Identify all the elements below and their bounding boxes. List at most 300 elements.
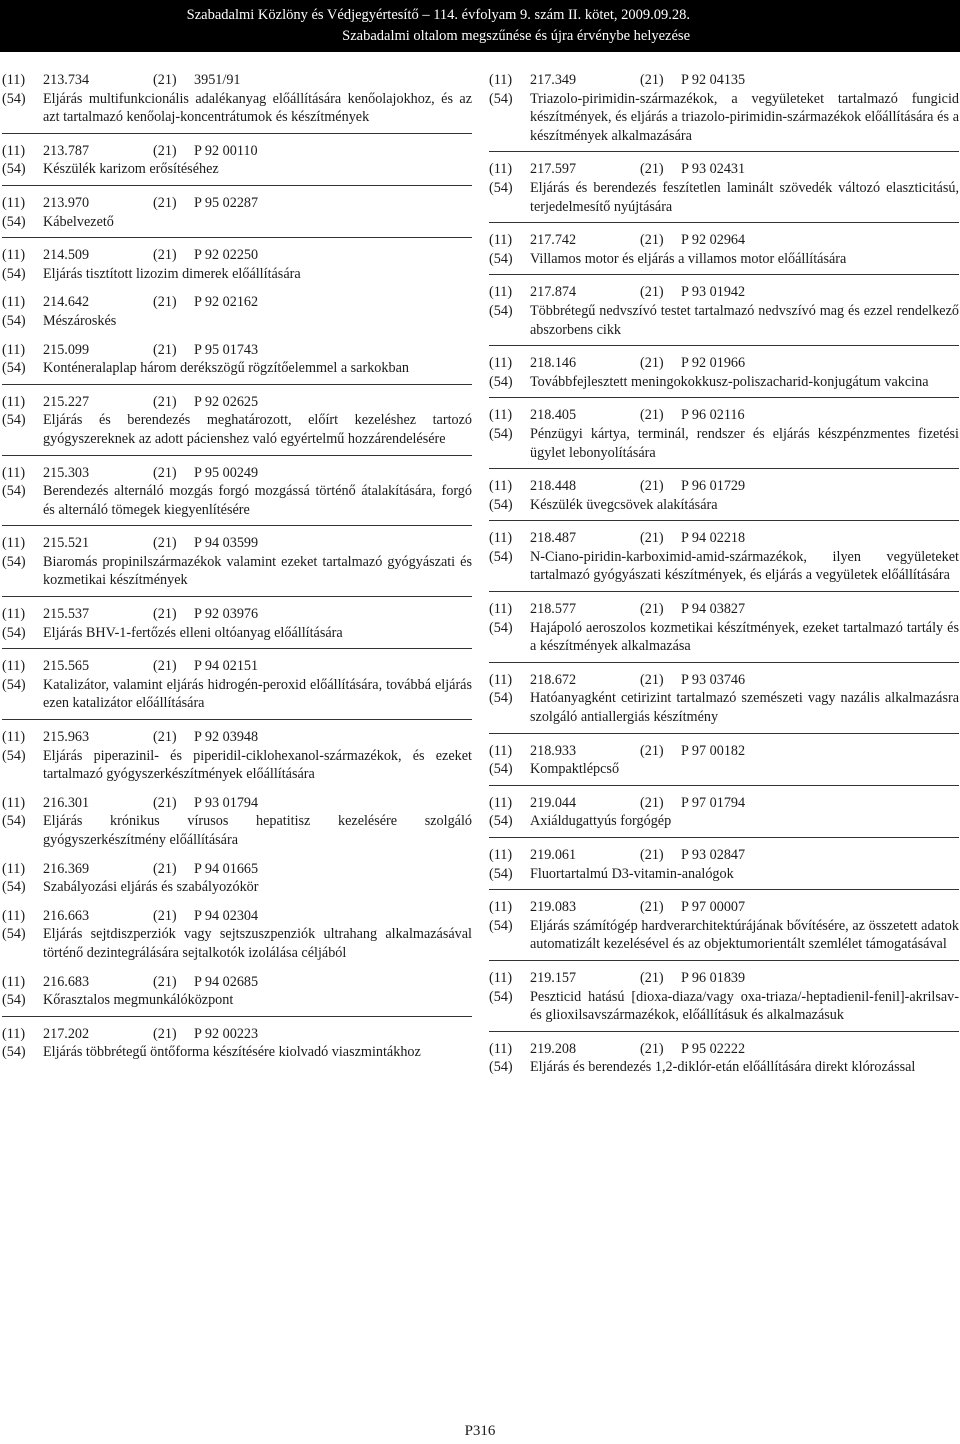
patent-number-row [489, 231, 959, 250]
patent-number: 215.227 [43, 393, 90, 410]
section-title: Szabadalmi oltalom megszűnése és újra érvénybe helyezése [342, 28, 690, 44]
entry-divider [2, 133, 472, 134]
patent-number-row [2, 142, 472, 161]
patent-number-row [489, 969, 959, 988]
inid-code-11: (11) [489, 530, 513, 547]
inid-code-11: (11) [489, 847, 513, 863]
patent-number-row [489, 529, 959, 548]
inid-code-11: (11) [489, 969, 513, 986]
inid-code-21: (21) [153, 658, 177, 675]
patent-number: 213.970 [43, 194, 90, 211]
inid-code-11: (11) [2, 860, 26, 877]
inid-code-54: (54) [489, 250, 513, 267]
inid-code-54: (54) [489, 90, 513, 107]
inid-code-21: (21) [153, 194, 177, 211]
patent-number: 213.734 [43, 72, 90, 88]
patent-title-row [2, 553, 472, 590]
patent-title: Kábelvezető [43, 213, 114, 230]
patent-entry [2, 393, 472, 449]
patent-entry [489, 231, 959, 268]
patent-title: Eljárás tisztított lizozim dimerek előállítására [43, 265, 301, 282]
patent-number: 214.642 [43, 294, 90, 311]
application-number: P 92 00223 [194, 1025, 259, 1042]
inid-code-21: (21) [640, 355, 664, 372]
patent-title-row [489, 619, 959, 656]
entry-divider [489, 889, 959, 890]
patent-number-row [2, 534, 472, 553]
patent-title: Eljárás számítógép hardverarchitektúrájának bővítésére, az összetett adatok automatizált kezelésével és az objektumorientált szemlélet támogatásával [530, 917, 959, 953]
inid-code-54: (54) [489, 988, 513, 1005]
patent-title: Eljárás többrétegű öntőforma készítésére kiolvadó viaszmintákhoz [43, 1044, 421, 1061]
patent-number: 216.301 [43, 794, 90, 811]
patent-title-row [489, 496, 959, 515]
inid-code-21: (21) [153, 860, 177, 877]
patent-entry [2, 605, 472, 642]
patent-title-row [2, 624, 472, 643]
entry-gap [2, 283, 472, 293]
patent-number-row [2, 393, 472, 412]
patent-title: Triazolo-pirimidin-származékok, a vegyületeket tartalmazó fungicid készítmények, és eljárás a triazolo-pirimidin-származékok előállítására és a készítmények alkalmazására [530, 90, 959, 144]
inid-code-54: (54) [2, 161, 26, 178]
inid-code-11: (11) [2, 142, 26, 159]
entry-divider [2, 596, 472, 597]
patent-number-row [489, 794, 959, 813]
patent-title: N-Ciano-piridin-karboximid-amid-származékok, ilyen vegyületeket tartalmazó gyógyászati készítmények, és eljárás a vegyületek előállítására [530, 548, 959, 584]
application-number: P 92 01966 [681, 355, 746, 372]
entry-gap [2, 963, 472, 973]
patent-number-row [2, 794, 472, 813]
patent-number-row [2, 860, 472, 879]
inid-code-11: (11) [489, 601, 513, 618]
patent-number-row [489, 742, 959, 761]
application-number: P 95 02287 [194, 194, 259, 211]
patent-number: 215.963 [43, 729, 90, 746]
inid-code-54: (54) [2, 747, 26, 764]
patent-title-row [2, 482, 472, 519]
entry-divider [489, 960, 959, 961]
patent-title-row [489, 917, 959, 954]
inid-code-21: (21) [153, 464, 177, 481]
patent-entry [489, 969, 959, 1025]
inid-code-54: (54) [2, 879, 26, 896]
inid-code-54: (54) [2, 553, 26, 570]
application-number: P 92 00110 [194, 142, 258, 159]
right-column [489, 71, 959, 1077]
inid-code-11: (11) [2, 464, 26, 481]
page-number: P316 [464, 1423, 496, 1439]
patent-number-row [489, 283, 959, 302]
patent-number: 217.742 [530, 232, 577, 249]
entry-divider [489, 151, 959, 152]
inid-code-54: (54) [2, 676, 26, 693]
patent-title-row [489, 250, 959, 269]
patent-title-row [2, 359, 472, 378]
inid-code-21: (21) [153, 606, 177, 623]
inid-code-11: (11) [489, 284, 513, 301]
patent-entry [2, 293, 472, 330]
patent-title: Katalizátor, valamint eljárás hidrogén-peroxid előállítására, továbbá eljárás ezen katalizátor előállítására [43, 676, 472, 712]
patent-number: 214.509 [43, 247, 90, 264]
inid-code-21: (21) [153, 973, 177, 990]
journal-title: Szabadalmi Közlöny és Védjegyértesítő – 114. évfolyam 9. szám II. kötet, 2009.09.28. [186, 7, 690, 23]
patent-entry [2, 860, 472, 897]
patent-title-row [2, 160, 472, 179]
inid-code-21: (21) [640, 232, 664, 249]
patent-title-row [489, 760, 959, 779]
patent-number: 215.099 [43, 341, 90, 358]
patent-title: Hajápoló aeroszolos kozmetikai készítmények, ezeket tartalmazó tartály és a készítmények alkalmazása [530, 619, 959, 655]
patent-title: Többrétegű nedvszívó testet tartalmazó nedvszívó mag és ezzel rendelkező abszorbens cikk [530, 302, 959, 338]
patent-number-row [2, 728, 472, 747]
patent-number-row [2, 1025, 472, 1044]
patent-number: 217.202 [43, 1025, 90, 1042]
inid-code-21: (21) [640, 899, 664, 916]
entry-divider [2, 237, 472, 238]
application-number: P 95 02222 [681, 1040, 746, 1057]
application-number: P 95 00249 [194, 464, 259, 481]
patent-title-row [489, 865, 959, 884]
entry-divider [2, 384, 472, 385]
patent-number: 219.061 [530, 847, 577, 863]
patent-entry [2, 794, 472, 850]
patent-number-row [489, 71, 959, 90]
entry-gap [2, 897, 472, 907]
patent-number-row [2, 194, 472, 213]
patent-number: 218.448 [530, 478, 577, 495]
inid-code-11: (11) [2, 907, 26, 924]
application-number: 3951/91 [194, 72, 241, 88]
inid-code-11: (11) [489, 232, 513, 249]
patent-title: Biaromás propinilszármazékok valamint ezeket tartalmazó gyógyászati és kozmetikai készítmények [43, 553, 472, 589]
patent-entry [489, 160, 959, 216]
patent-number-row [489, 898, 959, 917]
application-number: P 96 01729 [681, 478, 746, 495]
inid-code-11: (11) [2, 247, 26, 264]
inid-code-54: (54) [2, 992, 26, 1009]
patent-title-row [489, 302, 959, 339]
inid-code-11: (11) [489, 161, 513, 178]
application-number: P 93 01794 [194, 794, 259, 811]
inid-code-54: (54) [2, 412, 26, 429]
inid-code-54: (54) [489, 373, 513, 390]
inid-code-11: (11) [489, 671, 513, 688]
patent-number: 219.083 [530, 899, 577, 916]
patent-number: 216.663 [43, 907, 90, 924]
application-number: P 97 00007 [681, 899, 746, 916]
patent-number-row [2, 605, 472, 624]
inid-code-21: (21) [153, 907, 177, 924]
inid-code-11: (11) [2, 973, 26, 990]
entry-divider [489, 222, 959, 223]
application-number: P 94 02304 [194, 907, 259, 924]
inid-code-54: (54) [2, 213, 26, 230]
patent-entry [489, 529, 959, 585]
patent-number-row [2, 973, 472, 992]
patent-title: Készülék üvegcsövek alakítására [530, 496, 718, 513]
inid-code-21: (21) [640, 284, 664, 301]
inid-code-54: (54) [489, 496, 513, 513]
patent-entry [2, 728, 472, 784]
patent-number: 216.683 [43, 973, 90, 990]
inid-code-54: (54) [489, 425, 513, 442]
application-number: P 94 02151 [194, 658, 259, 675]
patent-title-row [489, 1058, 959, 1077]
patent-entry [489, 898, 959, 954]
patent-number: 218.933 [530, 742, 577, 759]
patent-entry [2, 464, 472, 520]
patent-number: 217.597 [530, 161, 577, 178]
patent-title: Berendezés alternáló mozgás forgó mozgássá történő átalakítására, forgó és alternáló tömegek kiegyenlítésére [43, 483, 472, 518]
inid-code-21: (21) [640, 671, 664, 688]
application-number: P 92 02625 [194, 393, 259, 410]
entry-divider [489, 785, 959, 786]
patent-title: Eljárás multifunkcionális adalékanyag előállítására kenőolajokhoz, és az azt tartalmazó kenőolaj-koncentrátumok és készítmények [43, 90, 472, 126]
patent-entry [489, 600, 959, 656]
patent-entry [489, 742, 959, 779]
patent-entry [489, 477, 959, 514]
patent-entry [2, 973, 472, 1010]
inid-code-54: (54) [2, 90, 26, 107]
inid-code-54: (54) [489, 619, 513, 636]
inid-code-21: (21) [153, 72, 177, 88]
inid-code-21: (21) [640, 72, 664, 88]
inid-code-54: (54) [2, 624, 26, 641]
patent-entry [489, 846, 959, 883]
patent-title-row [489, 988, 959, 1025]
inid-code-54: (54) [2, 265, 26, 282]
application-number: P 96 02116 [681, 407, 745, 424]
patent-number-row [2, 341, 472, 360]
patent-number-row [489, 354, 959, 373]
entry-divider [2, 719, 472, 720]
application-number: P 92 02250 [194, 247, 259, 264]
patent-title-row [2, 411, 472, 448]
patent-number: 218.146 [530, 355, 577, 372]
inid-code-11: (11) [2, 729, 26, 746]
inid-code-54: (54) [489, 917, 513, 934]
patent-number-row [489, 477, 959, 496]
inid-code-54: (54) [2, 1044, 26, 1061]
application-number: P 93 02431 [681, 161, 746, 178]
inid-code-11: (11) [2, 535, 26, 552]
entry-divider [489, 520, 959, 521]
inid-code-11: (11) [2, 341, 26, 358]
patent-entry [2, 341, 472, 378]
inid-code-21: (21) [640, 794, 664, 811]
inid-code-11: (11) [2, 606, 26, 623]
entry-divider [2, 1016, 472, 1017]
entry-gap [2, 784, 472, 794]
patent-title: Szabályozási eljárás és szabályozókör [43, 879, 259, 896]
patent-title-row [2, 747, 472, 784]
patent-entry [2, 907, 472, 963]
patent-entry [489, 354, 959, 391]
application-number: P 93 02847 [681, 847, 746, 863]
patent-number: 218.577 [530, 601, 577, 618]
patent-number-row [489, 406, 959, 425]
patent-number: 217.874 [530, 284, 577, 301]
patent-title-row [2, 213, 472, 232]
patent-number: 218.672 [530, 671, 577, 688]
patent-number: 215.537 [43, 606, 90, 623]
patent-title: Eljárás és berendezés feszítetlen laminált szövedék változó elaszticitású, terjedelmesítő nyújtására [530, 179, 959, 215]
patent-number: 215.521 [43, 535, 90, 552]
patent-entry [489, 71, 959, 145]
inid-code-21: (21) [153, 794, 177, 811]
inid-code-54: (54) [489, 690, 513, 707]
application-number: P 94 02685 [194, 973, 259, 990]
patent-entry [489, 1040, 959, 1077]
inid-code-11: (11) [489, 1040, 513, 1057]
patent-number: 215.303 [43, 464, 90, 481]
inid-code-11: (11) [489, 72, 513, 88]
patent-title-row [2, 925, 472, 962]
application-number: P 92 02964 [681, 232, 746, 249]
patent-number: 218.405 [530, 407, 577, 424]
inid-code-21: (21) [153, 142, 177, 159]
inid-code-11: (11) [489, 478, 513, 495]
patent-title-row [2, 265, 472, 284]
patent-title: Kompaktlépcső [530, 761, 620, 778]
inid-code-21: (21) [153, 535, 177, 552]
inid-code-54: (54) [2, 483, 26, 500]
patent-title: Axiáldugattyús forgógép [530, 813, 672, 830]
patent-number-row [2, 464, 472, 483]
inid-code-11: (11) [489, 407, 513, 424]
patent-number-row [489, 160, 959, 179]
patent-title-row [489, 373, 959, 392]
patent-title-row [2, 991, 472, 1010]
patent-title: Pénzügyi kártya, terminál, rendszer és eljárás készpénzmentes fizetési ügylet lebonyolítására [530, 425, 959, 461]
page-header [0, 0, 960, 52]
left-column [2, 71, 472, 1062]
patent-number: 219.157 [530, 969, 577, 986]
inid-code-11: (11) [2, 393, 26, 410]
entry-gap [2, 850, 472, 860]
application-number: P 96 01839 [681, 969, 746, 986]
patent-title: Eljárás piperazinil- és piperidil-ciklohexanol-származékok, és ezeket tartalmazó gyógyszerkészítmények előállítására [43, 747, 472, 783]
patent-title-row [489, 179, 959, 216]
patent-title: Eljárás és berendezés 1,2-diklór-etán előállítására direkt klórozással [530, 1059, 916, 1076]
patent-number: 213.787 [43, 142, 90, 159]
patent-title: Eljárás BHV-1-fertőzés elleni oltóanyag előállítására [43, 624, 343, 641]
application-number: P 93 01942 [681, 284, 746, 301]
inid-code-54: (54) [489, 813, 513, 830]
patent-title-row [489, 425, 959, 462]
entry-divider [489, 837, 959, 838]
application-number: P 97 01794 [681, 794, 746, 811]
inid-code-21: (21) [640, 1040, 664, 1057]
entry-divider [2, 648, 472, 649]
patent-title: Mészároskés [43, 312, 117, 329]
inid-code-11: (11) [489, 794, 513, 811]
patent-entry [2, 142, 472, 179]
patent-title-row [2, 812, 472, 849]
patent-title-row [2, 90, 472, 127]
inid-code-54: (54) [2, 312, 26, 329]
patent-number: 218.487 [530, 530, 577, 547]
inid-code-11: (11) [2, 294, 26, 311]
patent-number: 219.208 [530, 1040, 577, 1057]
entry-divider [2, 525, 472, 526]
patent-title: Villamos motor és eljárás a villamos motor előállítására [530, 250, 847, 267]
patent-entry [489, 794, 959, 831]
inid-code-21: (21) [640, 969, 664, 986]
patent-title: Készülék karizom erősítéséhez [43, 161, 219, 178]
patent-title: Továbbfejlesztett meningokokkusz-poliszacharid-konjugátum vakcina [530, 373, 929, 390]
patent-title-row [2, 312, 472, 331]
patent-title-row [489, 548, 959, 585]
inid-code-54: (54) [2, 813, 26, 830]
inid-code-11: (11) [489, 742, 513, 759]
inid-code-21: (21) [640, 530, 664, 547]
inid-code-21: (21) [153, 294, 177, 311]
inid-code-21: (21) [153, 247, 177, 264]
patent-entry [2, 71, 472, 127]
application-number: P 97 00182 [681, 742, 746, 759]
inid-code-11: (11) [2, 658, 26, 675]
patent-number-row [2, 246, 472, 265]
inid-code-21: (21) [153, 393, 177, 410]
patent-number-row [489, 600, 959, 619]
patent-entry [2, 194, 472, 231]
application-number: P 94 01665 [194, 860, 259, 877]
application-number: P 92 02162 [194, 294, 259, 311]
patent-number-row [489, 1040, 959, 1059]
patent-title: Hatóanyagként cetirizint tartalmazó szemészeti vagy nazális alkalmazásra szolgáló antiallergiás készítmény [530, 690, 959, 726]
inid-code-54: (54) [489, 1059, 513, 1076]
entry-divider [489, 397, 959, 398]
patent-title-row [2, 1043, 472, 1062]
inid-code-54: (54) [489, 865, 513, 882]
patent-number: 216.369 [43, 860, 90, 877]
inid-code-21: (21) [153, 341, 177, 358]
entry-divider [2, 185, 472, 186]
patent-number-row [489, 846, 959, 865]
inid-code-54: (54) [2, 360, 26, 377]
inid-code-11: (11) [2, 72, 26, 88]
application-number: P 94 02218 [681, 530, 746, 547]
inid-code-21: (21) [640, 601, 664, 618]
patent-entry [2, 534, 472, 590]
patent-number-row [2, 71, 472, 90]
patent-entry [2, 246, 472, 283]
inid-code-54: (54) [489, 761, 513, 778]
patent-title-row [2, 878, 472, 897]
patent-title-row [489, 812, 959, 831]
patent-title: Peszticid hatású [dioxa-diaza/vagy oxa-triaza/-heptadienil-fenil]-akrilsav- és glioxilsavszármazékok, előállításuk és alkalmazásuk [530, 988, 959, 1024]
patent-title-row [2, 676, 472, 713]
application-number: P 94 03599 [194, 535, 259, 552]
inid-code-54: (54) [489, 179, 513, 196]
patent-entry [2, 657, 472, 713]
entry-divider [2, 455, 472, 456]
application-number: P 92 04135 [681, 72, 746, 88]
inid-code-21: (21) [153, 1025, 177, 1042]
application-number: P 93 03746 [681, 671, 746, 688]
inid-code-21: (21) [640, 478, 664, 495]
patent-entry [489, 671, 959, 727]
entry-divider [489, 345, 959, 346]
inid-code-11: (11) [489, 899, 513, 916]
application-number: P 92 03976 [194, 606, 259, 623]
inid-code-21: (21) [640, 847, 664, 863]
application-number: P 94 03827 [681, 601, 746, 618]
patent-entry [2, 1025, 472, 1062]
entry-gap [2, 331, 472, 341]
patent-title-row [489, 689, 959, 726]
inid-code-21: (21) [153, 729, 177, 746]
